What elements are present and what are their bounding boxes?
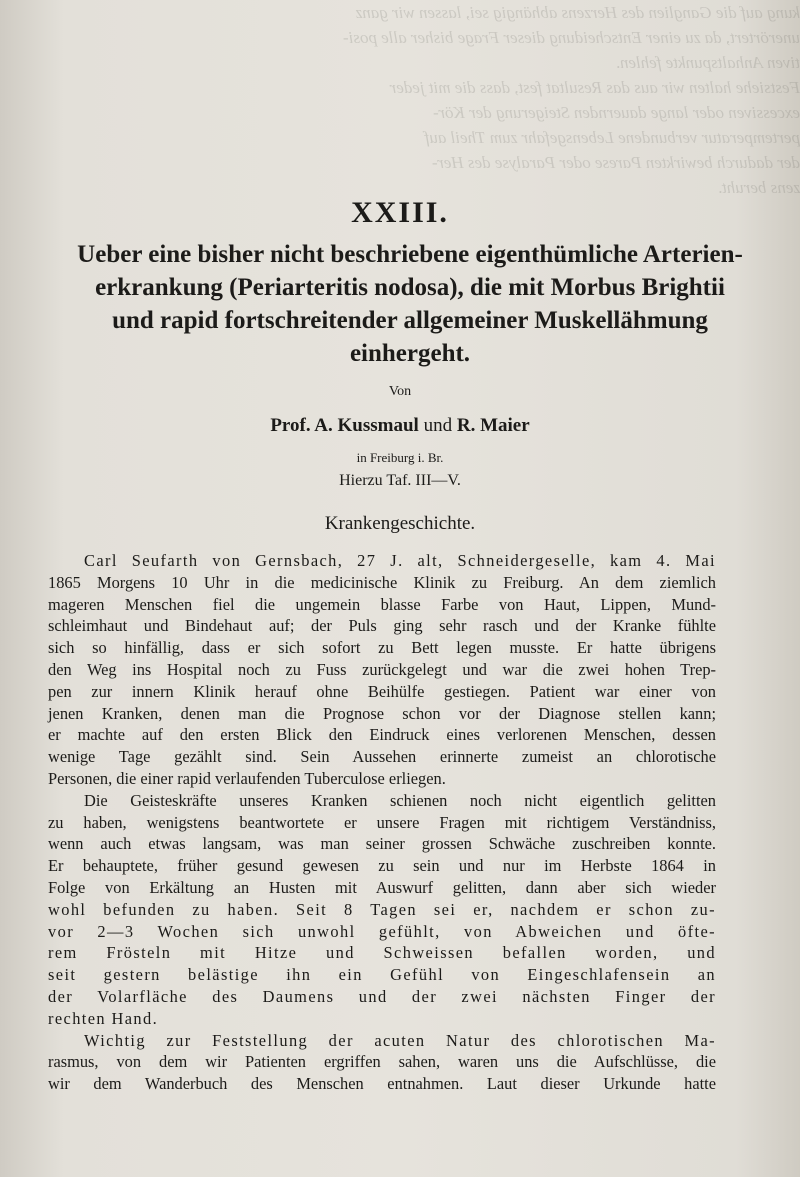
- text-line: Er behauptete, früher gesund gewesen zu sein und nur im Herbste 1864 in: [48, 856, 716, 876]
- bleed-line: zens beruht.: [717, 178, 800, 197]
- text-line: zu haben, wenigstens beantwortete er unsere Fragen mit richtigem Verständniss,: [48, 812, 716, 832]
- text-line: wenn auch etwas langsam, was man seiner grossen Schwäche zuschreiben konnte.: [48, 834, 716, 854]
- author-second: R. Maier: [456, 415, 530, 436]
- bleed-line: unerörtert, da zu einer Entscheidung dieser Frage bisher alle posi-: [342, 28, 800, 47]
- text-line: rechten Hand.: [48, 1008, 159, 1028]
- bleed-line: tiven Anhaltspunkte fehlen.: [615, 53, 800, 72]
- body-text: [48, 550, 716, 1095]
- paragraph: [48, 1030, 716, 1095]
- text-line: mageren Menschen fiel die ungemein blasse Farbe von Haut, Lippen, Mund-: [48, 594, 716, 614]
- section-heading: Krankengeschichte.: [324, 513, 476, 534]
- plates-reference: Hierzu Taf. III—V.: [339, 472, 461, 489]
- text-line: rasmus, von dem wir Patienten ergriffen sahen, waren uns die Aufschlüsse, die: [48, 1052, 716, 1072]
- text-line: seit gestern belästige ihn ein Gefühl von Eingeschlafensein an: [48, 965, 716, 985]
- text-line: Wichtig zur Feststellung der acuten Natur des chlorotischen Ma-: [84, 1030, 716, 1050]
- title-line: Ueber eine bisher nicht beschriebene eigenthümliche Arterien-: [77, 241, 743, 268]
- text-line: Carl Seufarth von Gernsbach, 27 J. alt, Schneidergeselle, kam 4. Mai: [84, 551, 716, 570]
- title-line: erkrankung (Periarteritis nodosa), die mit Morbus Brightii: [95, 274, 725, 301]
- text-line: Die Geisteskräfte unseres Kranken schienen noch nicht eigentlich gelitten: [84, 790, 716, 810]
- text-line: jenen Kranken, denen man die Prognose schon vor der Diagnose stellen kann;: [48, 703, 716, 723]
- text-line: vor 2—3 Wochen sich unwohl gefühlt, von Abweichen und öfte-: [48, 921, 716, 941]
- paragraph: [48, 550, 716, 790]
- text-line: rem Frösteln mit Hitze und Schweissen befallen worden, und: [48, 943, 716, 963]
- text-line: er machte auf den ersten Blick den Eindruck eines verlorenen Menschen, dessen: [48, 725, 716, 745]
- article-title: [30, 238, 790, 370]
- affiliation: in Freiburg i. Br.: [356, 450, 444, 465]
- text-line: der Volarfläche des Daumens und der zwei nächsten Finger der: [48, 986, 716, 1006]
- bleed-line: der dadurch bewirkten Parese oder Paralyse des Her-: [431, 153, 800, 172]
- bleed-line: Festsiehe halten wir aus das Resultat fest, dass die mit jeder: [389, 78, 800, 97]
- byline-von: Von: [388, 384, 412, 399]
- text-line: 1865 Morgens 10 Uhr in die medicinische Klinik zu Freiburg. An dem ziemlich: [48, 572, 716, 592]
- bleed-line: pertemperatur verbundene Lebensgefahr zum Theil auf: [424, 128, 800, 147]
- text-line: wir dem Wanderbuch des Menschen entnahmen. Laut dieser Urkunde hatte: [48, 1074, 716, 1094]
- bleed-line: kung auf die Ganglien des Herzens abhängig sei, lassen wir ganz: [355, 3, 800, 22]
- text-line: Folge von Erkältung an Husten mit Auswurf gelitten, dann aber sich wieder: [48, 877, 716, 897]
- text-line: wohl befunden zu haben. Seit 8 Tagen sei er, nachdem er schon zu-: [48, 899, 716, 919]
- authors: [0, 415, 800, 437]
- title-line: und rapid fortschreitender allgemeiner Muskellähmung: [112, 307, 708, 334]
- text-line: sich so hinfällig, dass er sich sofort zu Bett legen musste. Er hatte übrigens: [48, 638, 716, 658]
- paragraph: [48, 790, 716, 1030]
- text-line: schleimhaut und Bindehaut auf; der Puls ging sehr rasch und der Kranke fühlte: [48, 616, 716, 636]
- author-first: Prof. A. Kussmaul: [270, 415, 419, 436]
- text-line: wenige Tage gezählt sind. Sein Aussehen erinnerte zumeist an chlorotische: [48, 747, 716, 767]
- text-line: den Weg ins Hospital noch zu Fuss zurückgelegt und war die zwei hohen Trep-: [48, 659, 716, 679]
- bleed-line: excessiven oder lange dauernden Steigerung der Kör-: [433, 103, 800, 122]
- author-conjunction: und: [423, 415, 453, 436]
- chapter-number: XXIII.: [351, 196, 449, 229]
- text-line: pen zur innern Klinik herauf ohne Beihülfe gestiegen. Patient war einer von: [48, 681, 716, 701]
- title-line: einhergeht.: [349, 340, 471, 367]
- text-line: Personen, die einer rapid verlaufenden Tuberculose erliegen.: [48, 768, 446, 788]
- bleed-through-text: [40, 0, 800, 200]
